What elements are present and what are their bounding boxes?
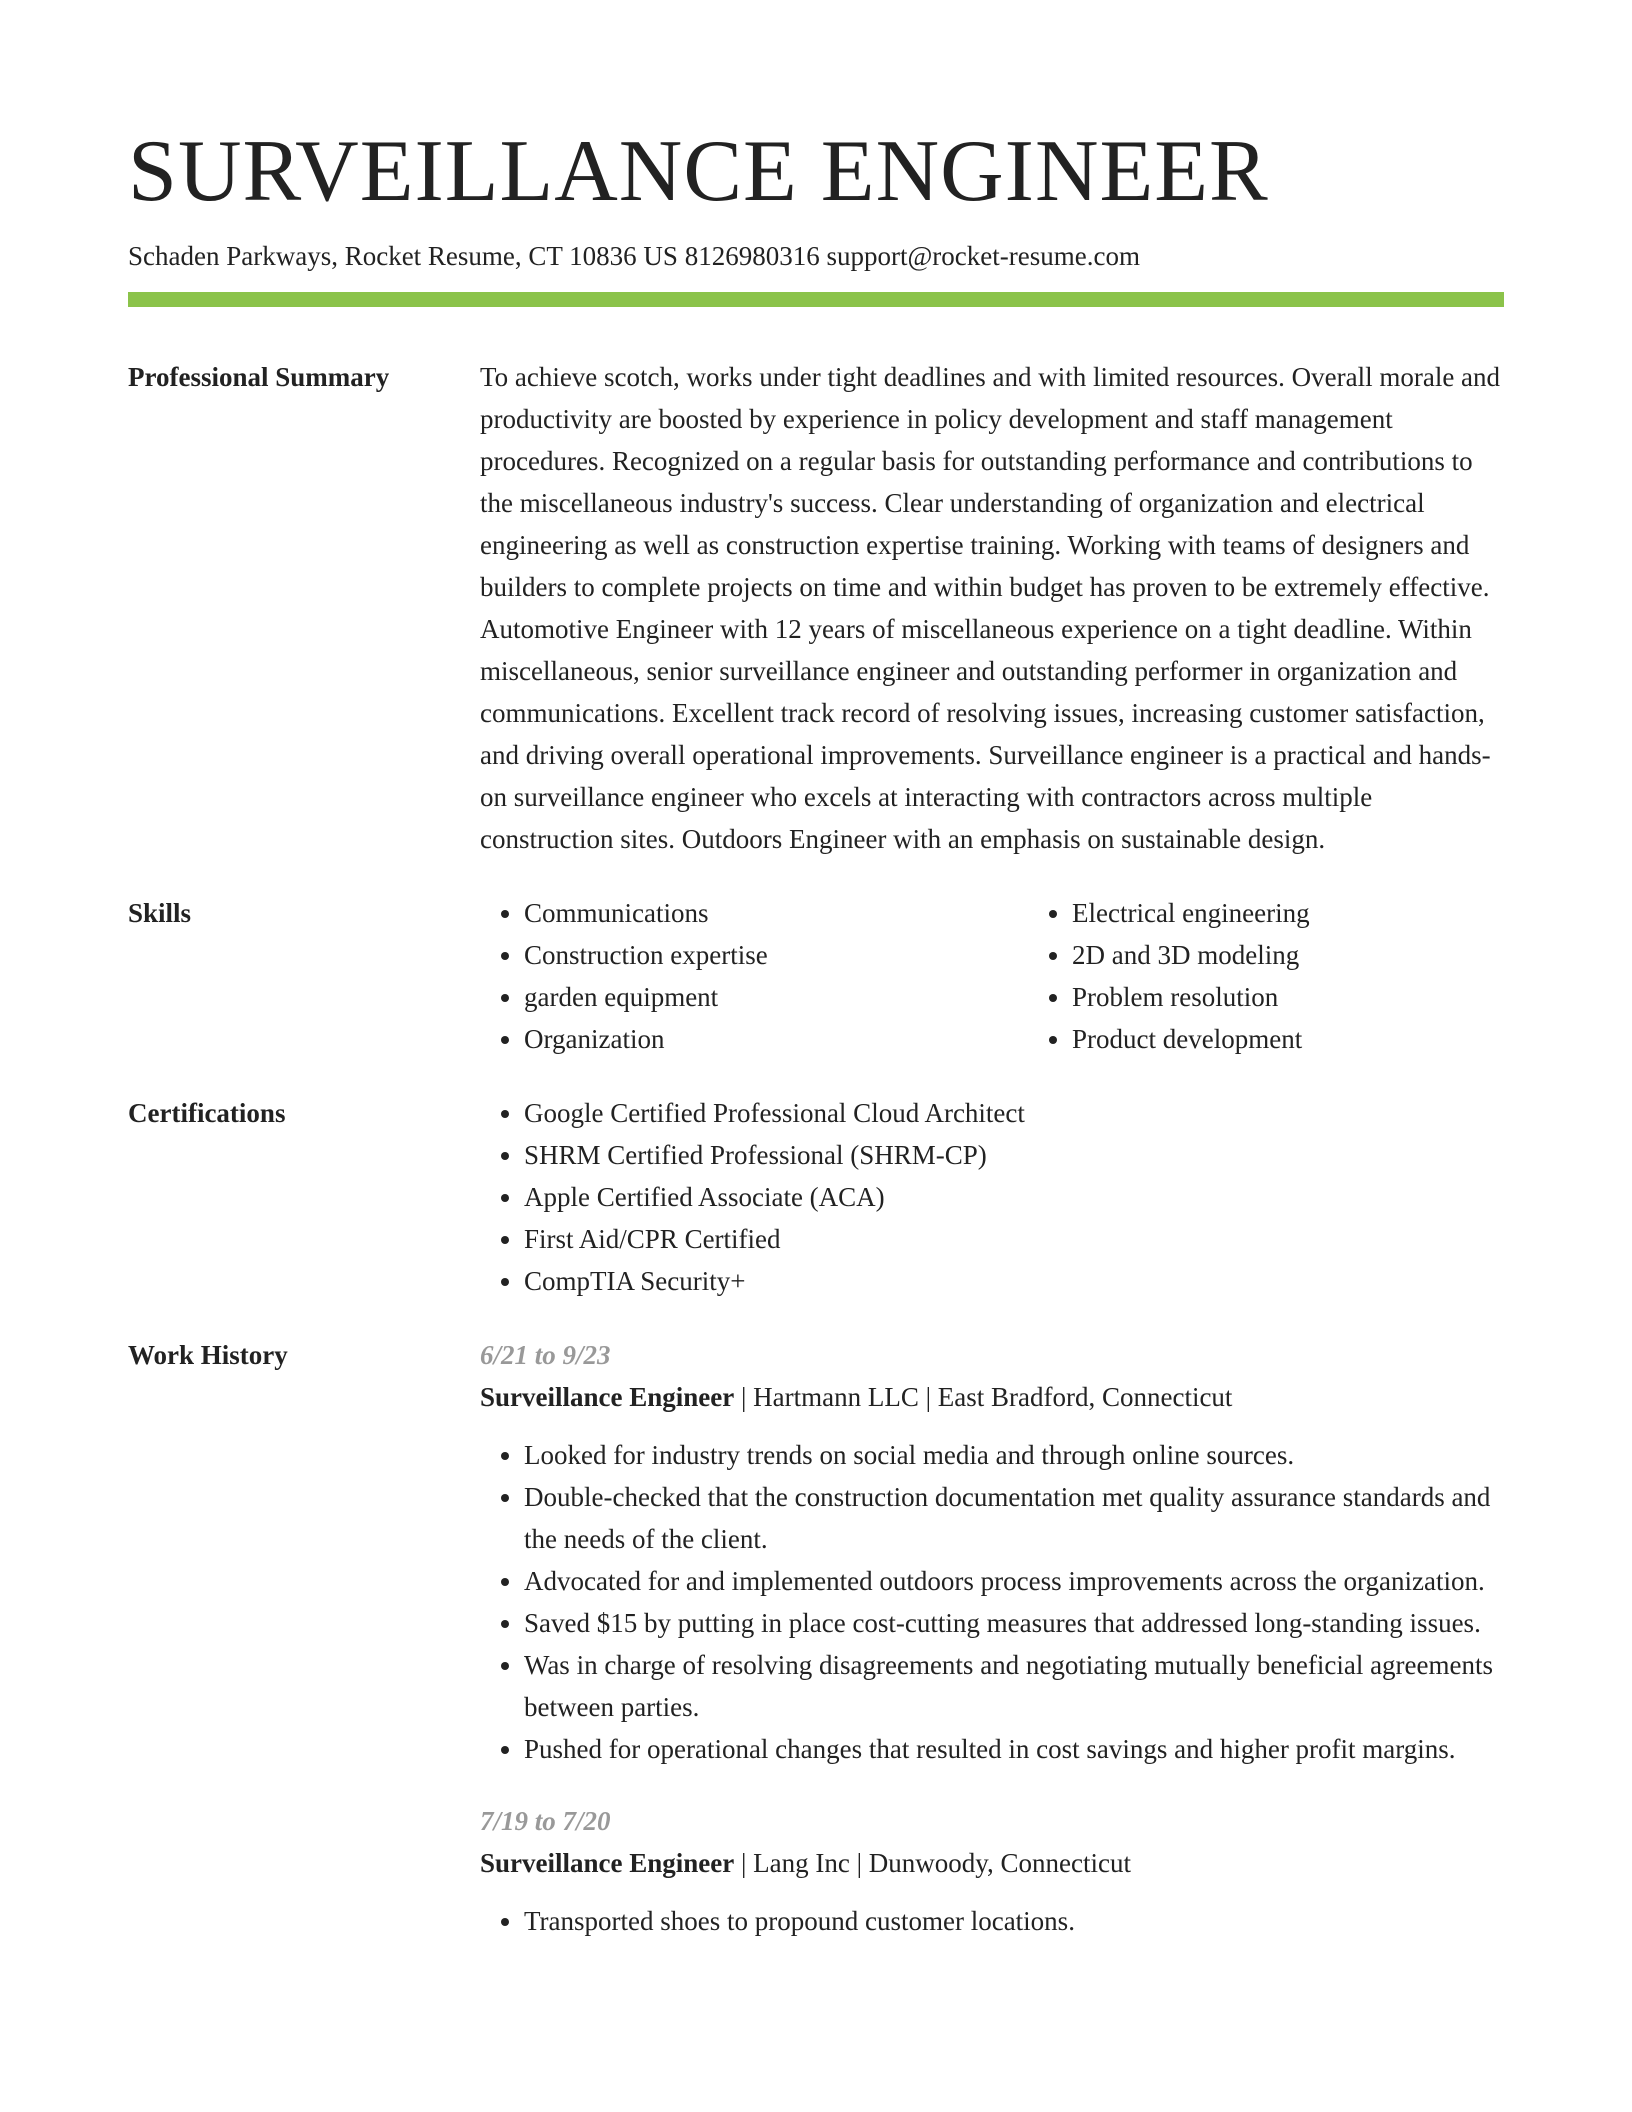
skills-list-left (480, 892, 1028, 1060)
skill-item: • Problem resolution (1072, 976, 1576, 1018)
skill-item: • garden equipment (524, 976, 1028, 1018)
separator: | (856, 1848, 862, 1878)
resume-page (128, 118, 1504, 1942)
separator: | (925, 1382, 932, 1412)
job-bullet: • Advocated for and implemented outdoors process improvements across the organization. (524, 1560, 1504, 1602)
certifications-heading: Certifications (128, 1098, 286, 1128)
job-entry (480, 1800, 1504, 1942)
candidate-name: SURVEILLANCE ENGINEER (128, 123, 1269, 220)
skills-heading: Skills (128, 898, 192, 928)
certification-item: • SHRM Certified Professional (SHRM-CP) (524, 1134, 1504, 1176)
job-bullets (480, 1434, 1504, 1770)
separator: | (740, 1382, 747, 1412)
skill-item: • Construction expertise (524, 934, 1028, 976)
job-location: Dunwoody, Connecticut (868, 1848, 1131, 1878)
skill-item: • Electrical engineering (1072, 892, 1576, 934)
job-bullet: • Was in charge of resolving disagreements and negotiating mutually beneficial agreements between parties. (524, 1644, 1504, 1728)
certification-item: • CompTIA Security+ (524, 1260, 1504, 1302)
work-history-heading: Work History (128, 1340, 288, 1370)
skills-section (128, 892, 1504, 1060)
summary-heading: Professional Summary (128, 362, 390, 392)
skill-item: • Communications (524, 892, 1028, 934)
skill-item: • 2D and 3D modeling (1072, 934, 1576, 976)
certification-item: • First Aid/CPR Certified (524, 1218, 1504, 1260)
work-history-section (128, 1334, 1504, 1942)
contact-info: Schaden Parkways, Rocket Resume, CT 10836 US 8126980316 support@rocket-resume.com (128, 241, 1140, 271)
job-header (480, 1842, 1504, 1884)
certification-item: • Google Certified Professional Cloud Architect (524, 1092, 1504, 1134)
job-bullet: • Double-checked that the construction documentation met quality assurance standards and the needs of the client. (524, 1476, 1504, 1560)
job-bullet: • Saved $15 by putting in place cost-cutting measures that addressed long-standing issues. (524, 1602, 1504, 1644)
header-divider (128, 292, 1504, 307)
skills-grid (480, 892, 1576, 1060)
job-company: Hartmann LLC (753, 1382, 919, 1412)
skill-item: • Product development (1072, 1018, 1576, 1060)
certification-item: • Apple Certified Associate (ACA) (524, 1176, 1504, 1218)
summary-section (128, 356, 1504, 860)
job-dates: 7/19 to 7/20 (480, 1806, 611, 1836)
skill-item: • Organization (524, 1018, 1028, 1060)
certifications-section (128, 1092, 1504, 1302)
job-bullet: • Pushed for operational changes that resulted in cost savings and higher profit margins. (524, 1728, 1504, 1770)
job-dates: 6/21 to 9/23 (480, 1340, 611, 1370)
job-location: East Bradford, Connecticut (937, 1382, 1233, 1412)
job-bullet: • Looked for industry trends on social media and through online sources. (524, 1434, 1504, 1476)
job-bullet: • Transported shoes to propound customer locations. (524, 1900, 1504, 1942)
job-title: Surveillance Engineer (480, 1848, 735, 1878)
job-title: Surveillance Engineer (480, 1382, 735, 1412)
job-bullets (480, 1900, 1504, 1942)
job-company: Lang Inc (753, 1848, 850, 1878)
separator: | (740, 1848, 747, 1878)
job-entry (480, 1334, 1504, 1770)
summary-text: To achieve scotch, works under tight deadlines and with limited resources. Overall morale and productivity are boosted by experience in policy development and staff management procedures. Recognized on a regular basis for outstanding performance and contributions to the miscellaneous industry's success. Clear understanding of organization and electrical engineering as well as construction expertise training. Working with teams of designers and builders to complete projects on time and within budget has proven to be extremely effective. Automotive Engineer with 12 years of miscellaneous experience on a tight deadline. Within miscellaneous, senior surveillance engineer and outstanding performer in organization and communications. Excellent track record of resolving issues, increasing customer satisfaction, and driving overall operational improvements. Surveillance engineer is a practical and hands-on surveillance engineer who excels at interacting with contractors across multiple construction sites. Outdoors Engineer with an emphasis on sustainable design. (480, 362, 1501, 854)
certifications-list (480, 1092, 1504, 1302)
skills-list-right (1028, 892, 1576, 1060)
job-header (480, 1376, 1504, 1418)
